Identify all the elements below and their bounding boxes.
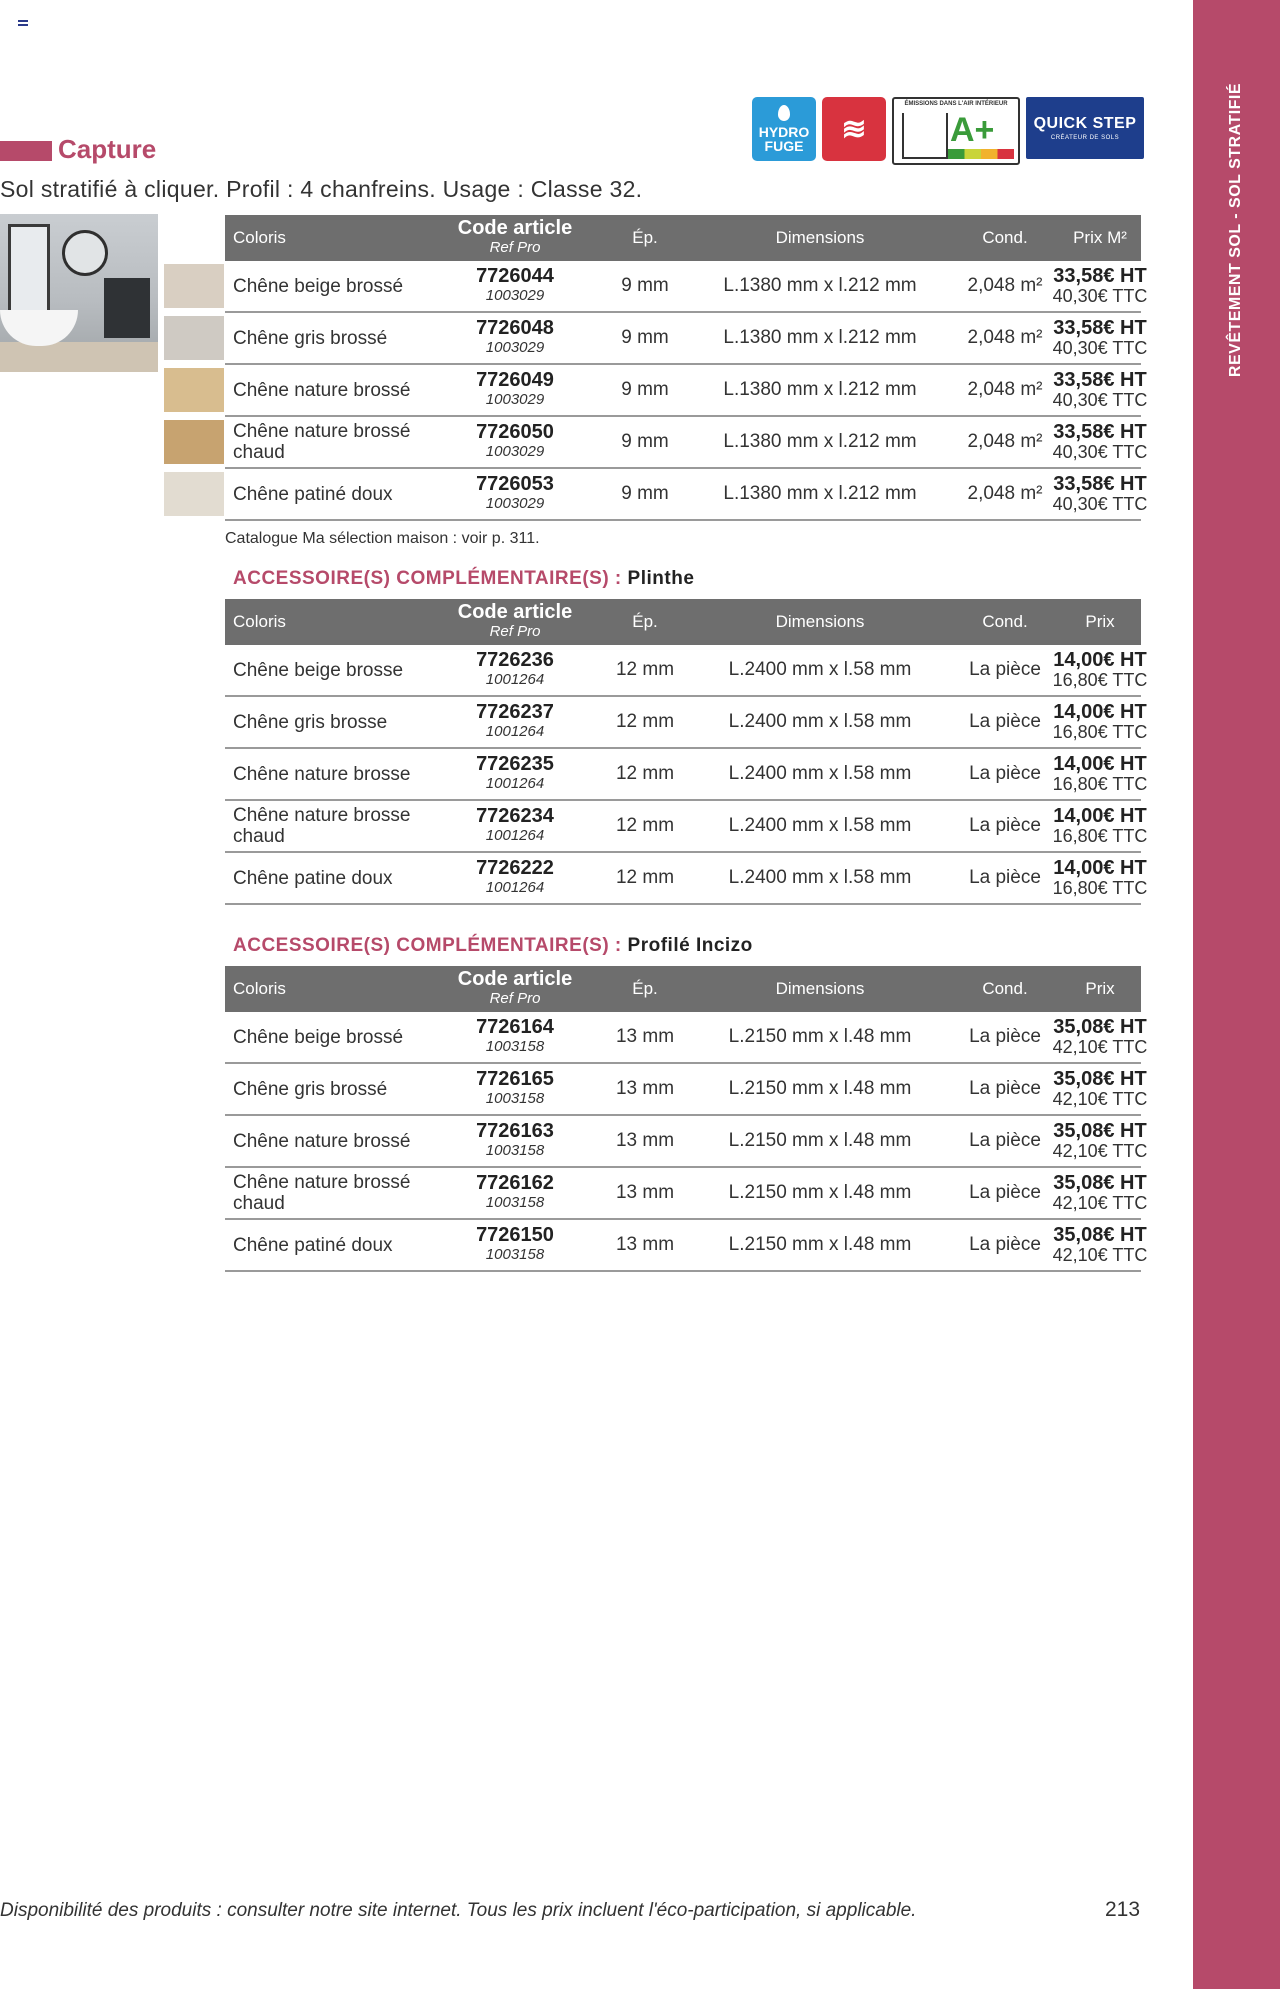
cell-prix xyxy=(1020,645,1180,695)
ref-pro: 1001264 xyxy=(485,775,545,792)
table-row xyxy=(225,417,1148,469)
cell-epaisseur: 9 mm xyxy=(621,431,669,452)
price-ht: 14,00€ HT xyxy=(1053,701,1147,723)
cell-coloris: Chêne patine doux xyxy=(233,867,393,889)
ref-pro: 1001264 xyxy=(485,879,545,896)
price-ttc: 42,10€ TTC xyxy=(1052,1089,1148,1109)
cell-code-article xyxy=(435,469,595,519)
product-subtitle: Sol stratifié à cliquer. Profil : 4 chanfreins. Usage : Classe 32. xyxy=(0,176,643,202)
price-ttc: 42,10€ TTC xyxy=(1052,1141,1148,1161)
header-epaisseur: Ép. xyxy=(632,228,658,247)
cell-dimensions: L.1380 mm x l.212 mm xyxy=(723,483,917,504)
header-code-label: Code article xyxy=(457,601,573,623)
header-code-label: Code article xyxy=(457,968,573,990)
cell-code-article xyxy=(435,1116,595,1166)
cell-coloris: Chêne beige brossé xyxy=(233,275,404,297)
price-ttc: 40,30€ TTC xyxy=(1052,390,1148,410)
header-code-article xyxy=(425,599,605,645)
header-conditionnement: Cond. xyxy=(982,979,1028,998)
cell-prix xyxy=(1020,1012,1180,1062)
article-code: 7726150 xyxy=(476,1224,554,1246)
cell-prix xyxy=(1020,1064,1180,1114)
cell-conditionnement: 2,048 m² xyxy=(967,379,1043,400)
price-ttc: 16,80€ TTC xyxy=(1052,878,1148,898)
cell-dimensions: L.2400 mm x l.58 mm xyxy=(728,815,912,836)
cell-prix xyxy=(1020,313,1180,363)
cell-epaisseur: 13 mm xyxy=(615,1182,675,1203)
cell-dimensions: L.1380 mm x l.212 mm xyxy=(723,327,917,348)
cell-code-article xyxy=(435,417,595,467)
ref-pro: 1001264 xyxy=(485,671,545,688)
cell-conditionnement: La pièce xyxy=(969,711,1041,732)
cell-prix xyxy=(1020,801,1180,851)
cell-epaisseur: 9 mm xyxy=(621,379,669,400)
header-code-label: Code article xyxy=(457,217,573,239)
cell-conditionnement: 2,048 m² xyxy=(967,275,1043,296)
cell-prix xyxy=(1020,365,1180,415)
table-row xyxy=(225,1220,1148,1272)
cell-coloris: Chêne nature brosse chaud xyxy=(233,805,411,847)
price-ht: 35,08€ HT xyxy=(1053,1068,1147,1090)
cell-prix xyxy=(1020,697,1180,747)
air-grade: A+ xyxy=(950,111,995,149)
table-row xyxy=(225,261,1148,313)
article-code: 7726234 xyxy=(476,805,554,827)
ref-pro: 1001264 xyxy=(485,827,545,844)
side-label: REVÊTEMENT SOL - SOL STRATIFIÉ xyxy=(1227,82,1244,378)
cell-code-article xyxy=(435,801,595,851)
air-emission-header: ÉMISSIONS DANS L'AIR INTÉRIEUR xyxy=(904,101,1008,107)
article-code: 7726235 xyxy=(476,753,554,775)
cell-dimensions: L.1380 mm x l.212 mm xyxy=(723,431,917,452)
price-ttc: 16,80€ TTC xyxy=(1052,722,1148,742)
quick-step-logo xyxy=(1026,97,1144,159)
cell-epaisseur: 13 mm xyxy=(615,1026,675,1047)
cell-code-article xyxy=(435,365,595,415)
table-header xyxy=(225,599,1141,645)
cell-dimensions: L.2150 mm x l.48 mm xyxy=(728,1234,912,1255)
accessory-heading-plinthe xyxy=(233,568,694,590)
price-ht: 14,00€ HT xyxy=(1053,857,1147,879)
cell-epaisseur: 9 mm xyxy=(621,483,669,504)
cell-conditionnement: 2,048 m² xyxy=(967,483,1043,504)
table-row xyxy=(225,1012,1148,1064)
price-ttc: 40,30€ TTC xyxy=(1052,338,1148,358)
cell-conditionnement: La pièce xyxy=(969,815,1041,836)
menu-icon[interactable] xyxy=(18,20,28,28)
table-row xyxy=(225,1168,1148,1220)
cell-code-article xyxy=(435,697,595,747)
cell-code-article xyxy=(435,645,595,695)
cell-code-article xyxy=(435,1220,595,1270)
price-ttc: 42,10€ TTC xyxy=(1052,1037,1148,1057)
price-ttc: 40,30€ TTC xyxy=(1052,494,1148,514)
ref-pro: 1003158 xyxy=(485,1246,545,1263)
price-ht: 33,58€ HT xyxy=(1053,473,1147,495)
cell-coloris: Chêne patiné doux xyxy=(233,1234,393,1256)
ref-pro: 1003029 xyxy=(485,495,545,512)
header-prix: Prix xyxy=(1085,979,1115,998)
cell-code-article xyxy=(435,749,595,799)
cell-prix xyxy=(1020,1220,1180,1270)
cell-epaisseur: 13 mm xyxy=(615,1130,675,1151)
table-row xyxy=(225,645,1148,697)
title-accent-bar xyxy=(0,141,52,161)
article-code: 7726237 xyxy=(476,701,554,723)
cell-epaisseur: 12 mm xyxy=(615,815,675,836)
underfloor-heating-icon: ≋ xyxy=(822,97,886,161)
cell-conditionnement: 2,048 m² xyxy=(967,431,1043,452)
article-code: 7726050 xyxy=(476,421,554,443)
cell-conditionnement: La pièce xyxy=(969,1234,1041,1255)
header-dimensions: Dimensions xyxy=(775,228,865,247)
cell-coloris: Chêne beige brossé xyxy=(233,1026,404,1048)
cell-conditionnement: La pièce xyxy=(969,763,1041,784)
footer-note: Disponibilité des produits : consulter notre site internet. Tous les prix incluent l'éco-participation, si applicable. xyxy=(0,1900,917,1921)
cell-coloris: Chêne nature brossé xyxy=(233,379,411,401)
cell-epaisseur: 12 mm xyxy=(615,659,675,680)
cell-dimensions: L.2400 mm x l.58 mm xyxy=(728,711,912,732)
header-prix: Prix xyxy=(1085,612,1115,631)
table-row xyxy=(225,1116,1148,1168)
accessory-name: Profilé Incizo xyxy=(627,935,753,956)
water-drop-icon xyxy=(778,105,790,121)
price-ht: 14,00€ HT xyxy=(1053,649,1147,671)
cell-conditionnement: 2,048 m² xyxy=(967,327,1043,348)
ref-pro: 1003158 xyxy=(485,1142,545,1159)
article-code: 7726164 xyxy=(476,1016,554,1038)
cell-coloris: Chêne nature brosse xyxy=(233,763,411,785)
cell-coloris: Chêne nature brossé xyxy=(233,1130,411,1152)
header-code-article xyxy=(425,215,605,261)
cell-prix xyxy=(1020,469,1180,519)
header-epaisseur: Ép. xyxy=(632,979,658,998)
price-ht: 33,58€ HT xyxy=(1053,369,1147,391)
cell-conditionnement: La pièce xyxy=(969,1078,1041,1099)
cell-dimensions: L.2400 mm x l.58 mm xyxy=(728,867,912,888)
ref-pro: 1003029 xyxy=(485,443,545,460)
price-ttc: 42,10€ TTC xyxy=(1052,1245,1148,1265)
product-photo xyxy=(0,214,158,372)
cell-epaisseur: 13 mm xyxy=(615,1078,675,1099)
cell-conditionnement: La pièce xyxy=(969,1130,1041,1151)
price-ttc: 42,10€ TTC xyxy=(1052,1193,1148,1213)
air-emission-logo xyxy=(892,97,1020,165)
price-ht: 35,08€ HT xyxy=(1053,1120,1147,1142)
ref-pro: 1003158 xyxy=(485,1090,545,1107)
table-header xyxy=(225,966,1141,1012)
cell-coloris: Chêne gris brossé xyxy=(233,327,388,349)
accessory-label: ACCESSOIRE(S) COMPLÉMENTAIRE(S) : xyxy=(233,568,622,589)
main-product-table xyxy=(225,215,1148,521)
product-title: Capture xyxy=(58,134,157,164)
cell-epaisseur: 9 mm xyxy=(621,275,669,296)
header-dimensions: Dimensions xyxy=(775,979,865,998)
cell-epaisseur: 12 mm xyxy=(615,763,675,784)
price-ttc: 40,30€ TTC xyxy=(1052,286,1148,306)
catalogue-note: Catalogue Ma sélection maison : voir p. 311. xyxy=(225,530,540,547)
cell-conditionnement: La pièce xyxy=(969,867,1041,888)
table-row xyxy=(225,313,1148,365)
accessory-name: Plinthe xyxy=(627,568,695,589)
cell-conditionnement: La pièce xyxy=(969,1182,1041,1203)
price-ttc: 16,80€ TTC xyxy=(1052,826,1148,846)
cell-conditionnement: La pièce xyxy=(969,1026,1041,1047)
cell-coloris: Chêne beige brosse xyxy=(233,659,404,681)
table-row xyxy=(225,365,1148,417)
swatch-chene-patine xyxy=(164,472,224,516)
cell-code-article xyxy=(435,853,595,903)
header-coloris: Coloris xyxy=(233,228,286,247)
price-ht: 35,08€ HT xyxy=(1053,1016,1147,1038)
price-ht: 14,00€ HT xyxy=(1053,753,1147,775)
brand-name: QUICK STEP xyxy=(1033,115,1137,132)
cell-epaisseur: 12 mm xyxy=(615,867,675,888)
header-code-article xyxy=(425,966,605,1012)
certification-logos xyxy=(752,97,1144,161)
cell-code-article xyxy=(435,261,595,311)
article-code: 7726162 xyxy=(476,1172,554,1194)
cell-dimensions: L.1380 mm x l.212 mm xyxy=(723,379,917,400)
header-ref-label: Ref Pro xyxy=(489,990,541,1007)
price-ttc: 40,30€ TTC xyxy=(1052,442,1148,462)
ref-pro: 1003029 xyxy=(485,339,545,356)
cell-coloris: Chêne patiné doux xyxy=(233,483,393,505)
cell-dimensions: L.2150 mm x l.48 mm xyxy=(728,1078,912,1099)
table-row xyxy=(225,853,1148,905)
cell-epaisseur: 13 mm xyxy=(615,1234,675,1255)
cell-code-article xyxy=(435,313,595,363)
price-ht: 14,00€ HT xyxy=(1053,805,1147,827)
cell-coloris: Chêne nature brossé chaud xyxy=(233,421,411,463)
price-ht: 35,08€ HT xyxy=(1053,1224,1147,1246)
accessory-heading-incizo xyxy=(233,935,753,957)
cell-dimensions: L.2150 mm x l.48 mm xyxy=(728,1130,912,1151)
article-code: 7726163 xyxy=(476,1120,554,1142)
ref-pro: 1003029 xyxy=(485,287,545,304)
cell-code-article xyxy=(435,1168,595,1218)
price-ht: 35,08€ HT xyxy=(1053,1172,1147,1194)
house-icon xyxy=(902,113,948,159)
header-conditionnement: Cond. xyxy=(982,228,1028,247)
cell-prix xyxy=(1020,417,1180,467)
table-row xyxy=(225,469,1148,521)
price-ht: 33,58€ HT xyxy=(1053,317,1147,339)
header-conditionnement: Cond. xyxy=(982,612,1028,631)
hydro-line-1: HYDRO xyxy=(758,124,810,140)
cell-prix xyxy=(1020,261,1180,311)
swatch-chene-nature-chaud xyxy=(164,420,224,464)
table-row xyxy=(225,749,1148,801)
article-code: 7726049 xyxy=(476,369,554,391)
price-ttc: 16,80€ TTC xyxy=(1052,774,1148,794)
cell-dimensions: L.2400 mm x l.58 mm xyxy=(728,659,912,680)
cell-epaisseur: 12 mm xyxy=(615,711,675,732)
table-row xyxy=(225,801,1148,853)
article-code: 7726048 xyxy=(476,317,554,339)
article-code: 7726165 xyxy=(476,1068,554,1090)
cell-epaisseur: 9 mm xyxy=(621,327,669,348)
cell-code-article xyxy=(435,1012,595,1062)
cell-dimensions: L.2400 mm x l.58 mm xyxy=(728,763,912,784)
article-code: 7726044 xyxy=(476,265,554,287)
cell-prix xyxy=(1020,749,1180,799)
swatch-chene-beige xyxy=(164,264,224,308)
cell-dimensions: L.2150 mm x l.48 mm xyxy=(728,1182,912,1203)
header-coloris: Coloris xyxy=(233,612,286,631)
cell-prix xyxy=(1020,1168,1180,1218)
header-ref-label: Ref Pro xyxy=(489,239,541,256)
article-code: 7726222 xyxy=(476,857,554,879)
accessory-table-plinthe xyxy=(225,599,1148,905)
hydrofuge-logo xyxy=(752,97,816,161)
header-prix: Prix M² xyxy=(1073,228,1127,247)
table-row xyxy=(225,1064,1148,1116)
price-ht: 33,58€ HT xyxy=(1053,265,1147,287)
price-ht: 33,58€ HT xyxy=(1053,421,1147,443)
cell-dimensions: L.1380 mm x l.212 mm xyxy=(723,275,917,296)
accessory-label: ACCESSOIRE(S) COMPLÉMENTAIRE(S) : xyxy=(233,935,622,956)
cell-code-article xyxy=(435,1064,595,1114)
cell-conditionnement: La pièce xyxy=(969,659,1041,680)
table-header xyxy=(225,215,1141,261)
cell-dimensions: L.2150 mm x l.48 mm xyxy=(728,1026,912,1047)
swatch-chene-gris xyxy=(164,316,224,360)
cell-coloris: Chêne gris brossé xyxy=(233,1078,388,1100)
accessory-table-incizo xyxy=(225,966,1148,1272)
cell-prix xyxy=(1020,853,1180,903)
ref-pro: 1003029 xyxy=(485,391,545,408)
price-ttc: 16,80€ TTC xyxy=(1052,670,1148,690)
header-ref-label: Ref Pro xyxy=(489,623,541,640)
swatch-chene-nature xyxy=(164,368,224,412)
hydro-line-2: FUGE xyxy=(764,138,804,154)
page-number: 213 xyxy=(1105,1898,1141,1921)
header-epaisseur: Ép. xyxy=(632,612,658,631)
header-coloris: Coloris xyxy=(233,979,286,998)
table-row xyxy=(225,697,1148,749)
article-code: 7726053 xyxy=(476,473,554,495)
header-dimensions: Dimensions xyxy=(775,612,865,631)
cell-coloris: Chêne gris brosse xyxy=(233,711,388,733)
grade-scale-bar xyxy=(948,149,1014,159)
ref-pro: 1003158 xyxy=(485,1194,545,1211)
cell-prix xyxy=(1020,1116,1180,1166)
brand-tagline: CRÉATEUR DE SOLS xyxy=(1050,135,1120,141)
ref-pro: 1003158 xyxy=(485,1038,545,1055)
article-code: 7726236 xyxy=(476,649,554,671)
ref-pro: 1001264 xyxy=(485,723,545,740)
cell-coloris: Chêne nature brossé chaud xyxy=(233,1172,411,1214)
